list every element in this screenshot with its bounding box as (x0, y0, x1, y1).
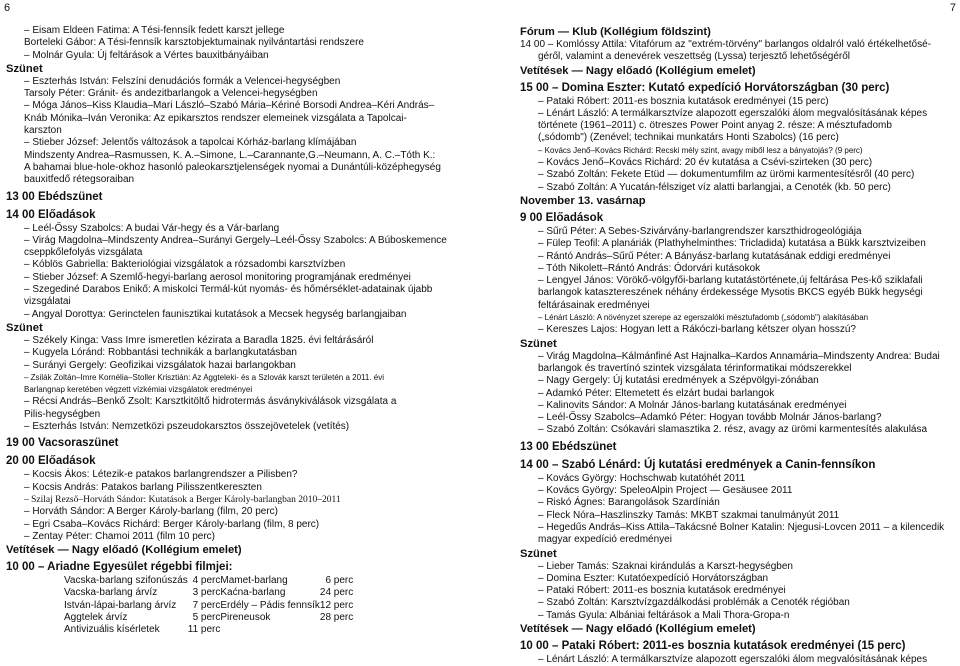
right-line: – Lénárt László: A növényzet szerepe az egerszalóki mésztufadomb („sódomb") alakításában (538, 313, 869, 323)
left-line: – Szilaj Rezső–Horváth Sándor: Kutatások a Berger Károly-barlangban 2010–2011 (24, 494, 341, 505)
right-line: – Rántó András–Sűrű Péter: A Bányász-barlang kutatásának eddigi eredményei (538, 250, 891, 262)
left-line: – Horváth Sándor: A Berger Károly-barlang (film, 20 perc) (24, 506, 279, 518)
right-line: magyar expedíció eredményei (538, 534, 672, 546)
right-line: („sódomb") (Zenével; technikai munkatárs Honti Szabolcs) (16 perc) (538, 132, 839, 144)
left-line: – Eisam Eldeen Fatima: A Tési-fennsík fedett karszt jellege (24, 25, 285, 36)
left-line: vizsgálatai (24, 296, 71, 308)
left-line: – Székely Kinga: Vass Imre ismeretlen kézirata a Baradla 1825. évi feltárásáról (24, 334, 374, 346)
right-line: géről, valamint a denevérek veszettség (Lyssa) terjesztő lehetőségéről (538, 51, 851, 63)
left-heading: Szünet (6, 62, 43, 75)
left-heading: 19 00 Vacsoraszünet (6, 437, 119, 450)
left-line: – Kóblös Gabriella: Bakteriológiai vizsgálatok a rózsadombi karsztvízben (24, 259, 346, 271)
right-heading: Vetítések — Nagy előadó (Kollégium emelet) (520, 622, 756, 635)
right-heading: 14 00 – Szabó Lénárd: Új kutatási eredmények a Canin-fennsíkon (520, 458, 876, 471)
left-line: – Stieber József: A Szemlő-hegyi-barlang aerosol monitoring programjának eredményei (24, 271, 411, 283)
table-cell: Kaćna-barlang (220, 587, 286, 599)
left-line: – Móga János–Kiss Klaudia–Mari László–Szabó Mária–Kériné Borsodi Andrea–Kéri András– (24, 100, 435, 112)
right-line: – Virág Magdolna–Kálmánfiné Ast Hajnalka–Kardos Annamária–Mindszenty Andrea: Budai (538, 350, 940, 362)
table-cell: 4 perc (192, 575, 221, 587)
left-line: Pilis-hegységben (24, 408, 101, 420)
right-page-column (520, 25, 956, 666)
right-heading: Szünet (520, 337, 557, 350)
right-line: – Kovács György: SpeleoAlpin Project — Gesäusee 2011 (538, 485, 793, 497)
right-line: – Hegedűs András–Kiss Attila–Takácsné Bolner Katalin: Njegusi-Lovcen 2011 – a kilencedik (538, 521, 945, 533)
left-line: – Surányi Gergely: Geofizikai vizsgálatok hazai barlangokban (24, 359, 296, 371)
right-heading: Szünet (520, 547, 557, 560)
right-line: – Fleck Nóra–Haszlinszky Tamás: MKBT szakmai tanulmányút 2011 (538, 509, 840, 521)
right-line: – Nagy Gergely: Új kutatási eredmények a Szépvölgyi-zónában (538, 375, 819, 387)
left-line: – Molnár Gyula: Új feltárások a Vértes bauxitbányáiban (24, 49, 269, 61)
right-heading: Fórum — Klub (Kollégium földszint) (520, 26, 711, 38)
right-line: – Pataki Róbert: 2011-es bosznia kutatások eredményei (15 perc) (538, 95, 829, 107)
left-line: – Virág Magdolna–Mindszenty Andrea–Surányi Gergely–Leél-Őssy Szabolcs: A Búboskemence (24, 234, 447, 246)
right-line: – Tóth Nikolett–Rántó András: Ódorvári kutásokok (538, 262, 761, 274)
left-heading: 10 00 – Ariadne Egyesület régebbi filmjei: (6, 561, 233, 574)
right-heading: 13 00 Ebédszünet (520, 440, 617, 453)
right-line: története (1961–2011) c. ötreszes Power Point anyag 2. része: A mésztufadomb (538, 120, 892, 132)
left-line: – Stieber József: Jelentős változások a tapolcai Kórház-barlang klímájában (24, 137, 357, 149)
right-line: – Sűrű Péter: A Sebes-Szivárvány-barlangrendszer karszthidrogeológiája (538, 225, 862, 237)
left-line: – Kocsis Ákos: Létezik-e patakos barlangrendszer a Pilisben? (24, 469, 298, 481)
page-number-left: 6 (4, 2, 11, 14)
right-line: – Domina Eszter: Kutatóexpedíció Horvátországban (538, 572, 769, 584)
table-row (64, 600, 353, 612)
left-line: Mindszenty Andrea–Rasmussen, K. A.–Simone, L.–Carannante,G.–Neumann, A. C.–Tóth K.: (24, 149, 436, 161)
table-cell: István-lápai-barlang árvíz (64, 599, 177, 611)
right-heading: 9 00 Előadások (520, 211, 604, 224)
left-line: – Zentay Péter: Chamoi 2011 (film 10 perc) (24, 530, 216, 542)
table-cell: Vacska-barlang szifonúszás (64, 575, 188, 587)
table-cell: 24 perc (319, 587, 354, 599)
right-line: – Kalinovits Sándor: A Molnár János-barlang kutatásának eredményei (538, 399, 847, 411)
left-line: – Kocsis András: Patakos barlang Pilisszentkereszten (24, 481, 262, 493)
left-line: – Egri Csaba–Kovács Richárd: Berger Károly-barlang (film, 8 perc) (24, 518, 320, 530)
right-heading: November 13. vasárnap (520, 194, 646, 207)
right-line: – Szabó Zoltán: Karsztvízgazdálkodási problémák a Cenoték régióban (538, 597, 850, 609)
right-line: – Kereszes Lajos: Hogyan lett a Rákóczi-barlang kétszer olyan hosszú? (538, 324, 856, 336)
left-line: – Angyal Dorottya: Gerinctelen faunisztikai kutatások a Mecsek hegység barlangjaiban (24, 308, 407, 320)
right-line: barlangok katasztereszének néhány érdekessége Mysotis BKCS egyéb Bükk hegységi (538, 287, 923, 299)
table-cell: Antivizuális kísérletek (64, 623, 160, 635)
right-heading: 10 00 – Pataki Róbert: 2011-es bosznia kutatások eredményei (15 perc) (520, 639, 906, 652)
right-line: – Tamás Gyula: Albániai feltárások a Mali Thora-Gropa-n (538, 609, 790, 621)
table-cell: 3 perc (192, 587, 221, 599)
film-list-table (64, 575, 353, 636)
table-row (64, 575, 353, 587)
left-line: – Leél-Őssy Szabolcs: A budai Vár-hegy és a Vár-barlang (24, 222, 280, 234)
table-cell: 5 perc (192, 611, 221, 623)
right-line: – Fülep Teofil: A planáriák (Plathyhelminthes: Tricladida) kutatása a Bükk karsztvizeiben (538, 238, 926, 250)
right-line: – Szabó Zoltán: A Yucatán-félsziget víz alatti barlangjai, a Cenoték (kb. 50 perc) (538, 181, 891, 193)
right-line: – Lieber Tamás: Szaknai kirándulás a Karszt-hegységben (538, 560, 793, 572)
left-heading: 13 00 Ebédszünet (6, 190, 103, 203)
table-cell (320, 624, 353, 636)
left-line: – Récsi András–Benkő Zsolt: Karsztkitöltő hidrotermás ásványkiválások vizsgálata a (24, 396, 397, 408)
left-line: Borteleki Gábor: A Tési-fennsík karsztobjektumainak nyilvántartási rendszere (24, 37, 364, 49)
left-line: – Eszterhás István: Nemzetközi pszeudokarsztos összejövetelek (vetítés) (24, 421, 350, 433)
right-line: – Adamkó Péter: Eltemetett és elzárt budai barlangok (538, 387, 775, 399)
table-cell: 11 perc (187, 623, 221, 635)
table-cell (220, 624, 320, 636)
right-line: – Pataki Róbert: 2011-es bosznia kutatások eredményei (538, 585, 786, 597)
left-line: Tarsoly Péter: Gránit- és andezitbarlangok a Velencei-hegységben (24, 88, 318, 100)
left-page-column (6, 25, 472, 636)
left-heading: 20 00 Előadások (6, 455, 96, 468)
table-cell: Pireneusok (220, 611, 271, 623)
table-cell: Vacska-barlang árvíz (64, 587, 158, 599)
right-line: barlangok és travertínó szintek vizsgálata térinformatikai módszerekkel (538, 362, 852, 374)
right-heading: Vetítések — Nagy előadó (Kollégium emelet) (520, 64, 756, 77)
left-line: A bahamai blue-hole-okhoz hasonló paleokarsztjelenségek nyomai a Dunántúli-középhegység (24, 161, 441, 173)
table-cell: 28 perc (319, 611, 354, 623)
left-line: cseppkőlefolyás vizsgálata (24, 247, 143, 259)
page-number-right: 7 (949, 2, 956, 14)
table-cell: Mamet-barlang (220, 575, 288, 587)
left-line: Barlangnap keretében végzett vízkémiai vizsgálatok eredményei (24, 385, 253, 395)
left-line: karszton (24, 125, 62, 137)
right-line: – Kovács Jenő–Kovács Richárd: Recski mély szint, avagy miből lesz a bányatojás? (9 perc) (538, 145, 863, 155)
table-cell: Erdély – Pádis fennsík (220, 599, 320, 611)
left-line: – Zsilák Zoltán–Imre Kornélia–Stoller Krisztián: Az Aggteleki- és a Szlovák karszt területén a 2011. évi (24, 372, 385, 382)
right-line: – Riskó Ágnes: Barangolások Szardínián (538, 497, 720, 509)
right-line: feltárásainak eredményei (538, 299, 650, 311)
table-cell: 12 perc (319, 599, 354, 611)
left-line: – Szegediné Darabos Enikő: A miskolci Termál-kút nyomás- és hőmérséklet-adatainak újabb (24, 284, 433, 296)
left-heading: Szünet (6, 321, 43, 334)
table-row (64, 624, 353, 636)
right-line: – Lénárt László: A termálkarsztvíze alapozott egerszalóki álom megvalósításának képes (538, 107, 928, 119)
left-line: Knáb Mónika–Iván Veronika: Az epikarsztos rendszer elemeinek vizsgálata a Tapolcai- (24, 112, 407, 124)
right-line: – Szabó Zoltán: Csókavári slamasztika 2. rész, avagy az ürömi karmentesítés alakulása (538, 424, 928, 436)
right-line: 14 00 – Komlóssy Attila: Vitafórum az "extrém-törvény" barlangos oldalról való értékelhetősé- (520, 39, 932, 50)
table-row (64, 612, 353, 624)
left-line: – Eszterhás István: Felszíni denudációs formák a Velencei-hegységben (24, 75, 341, 87)
right-line: – Kovács Jenő–Kovács Richárd: 20 év kutatása a Csévi-szirteken (30 perc) (538, 157, 873, 169)
left-heading: 14 00 Előadások (6, 208, 96, 221)
right-line: – Lénárt László: A termálkarsztvíze alapozott egerszalóki álom megvalósításának képes (538, 653, 928, 665)
right-line: – Szabó Zoltán: Fekete Etüd — dokumentumfilm az ürömi karmentesítésről (40 perc) (538, 169, 915, 181)
right-heading: 15 00 – Domina Eszter: Kutató expedíció Horvátországban (30 perc) (520, 81, 890, 94)
right-line: – Kovács György: Hochschwab kutatóhét 2011 (538, 472, 746, 484)
right-line: – Leél-Őssy Szabolcs–Adamkó Péter: Hogyan tovább Molnár János-barlang? (538, 412, 882, 424)
right-line: – Lengyel János: Vörökő-völgyfői-barlang kutatástörténete,új feltárása Pes-kő sziklafali (538, 275, 923, 287)
left-line: – Kugyela Lóránd: Robbantási technikák a barlangkutatásban (24, 347, 297, 359)
table-cell: Aggtelek árvíz (64, 611, 128, 623)
table-cell: 6 perc (325, 575, 354, 587)
table-row (64, 587, 353, 599)
table-cell: 7 perc (192, 599, 221, 611)
left-heading: Vetítések — Nagy előadó (Kollégium emelet) (6, 544, 242, 557)
left-line: bauxitfedő rétegsoraiban (24, 174, 135, 186)
